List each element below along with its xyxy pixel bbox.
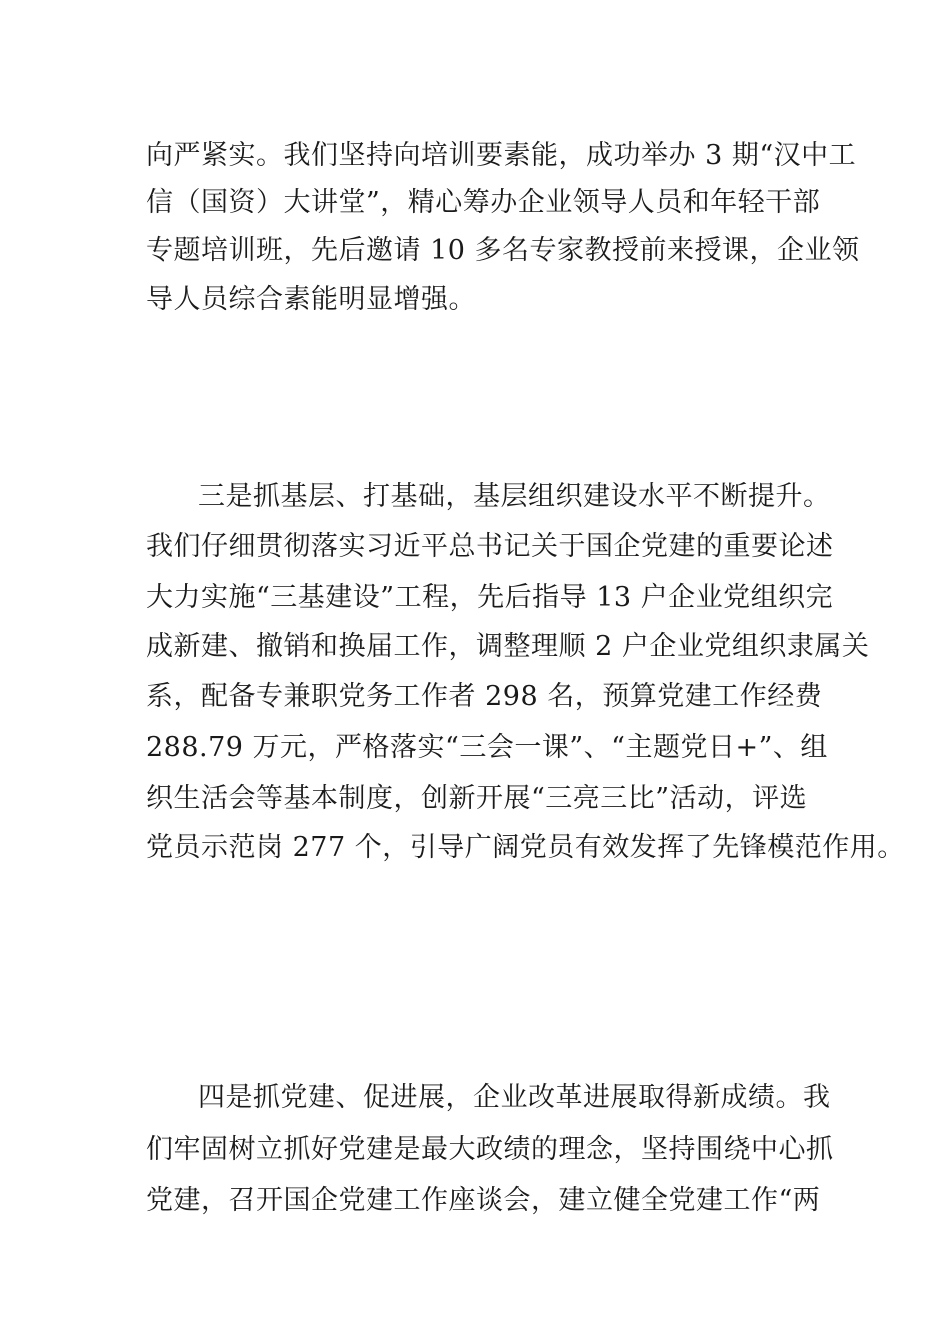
paragraph-line: 织生活会等基本制度，创新开展“三亮三比”活动，评选 [146,783,808,814]
paragraph-line: 大力实施“三基建设”工程，先后指导 13 户企业党组织完 [146,582,834,613]
paragraph-line: 党员示范岗 277 个，引导广阔党员有效发挥了先锋模范作用。 [146,832,905,863]
paragraph-line: 专题培训班，先后邀请 10 多名专家教授前来授课，企业领 [146,235,860,266]
paragraph-line: 四是抓党建、促进展，企业改革进展取得新成绩。我 [198,1082,831,1113]
paragraph-line: 信（国资）大讲堂”，精心筹办企业领导人员和年轻干部 [146,187,821,218]
paragraph-line: 向严紧实。我们坚持向培训要素能，成功举办 3 期“汉中工 [146,140,857,171]
paragraph-line: 党建，召开国企党建工作座谈会，建立健全党建工作“两 [146,1185,821,1216]
paragraph-line: 系，配备专兼职党务工作者 298 名，预算党建工作经费 [146,681,823,712]
paragraph-line: 成新建、撤销和换届工作，调整理顺 2 户企业党组织隶属关 [146,631,870,662]
paragraph-line: 我们仔细贯彻落实习近平总书记关于国企党建的重要论述 [146,531,834,562]
paragraph-line: 三是抓基层、打基础，基层组织建设水平不断提升。 [198,481,831,512]
paragraph-line: 们牢固树立抓好党建是最大政绩的理念，坚持围绕中心抓 [146,1134,834,1165]
paragraph-line: 288.79 万元，严格落实“三会一课”、“主题党日+”、组 [146,732,828,763]
paragraph-line: 导人员综合素能明显增强。 [146,284,476,315]
